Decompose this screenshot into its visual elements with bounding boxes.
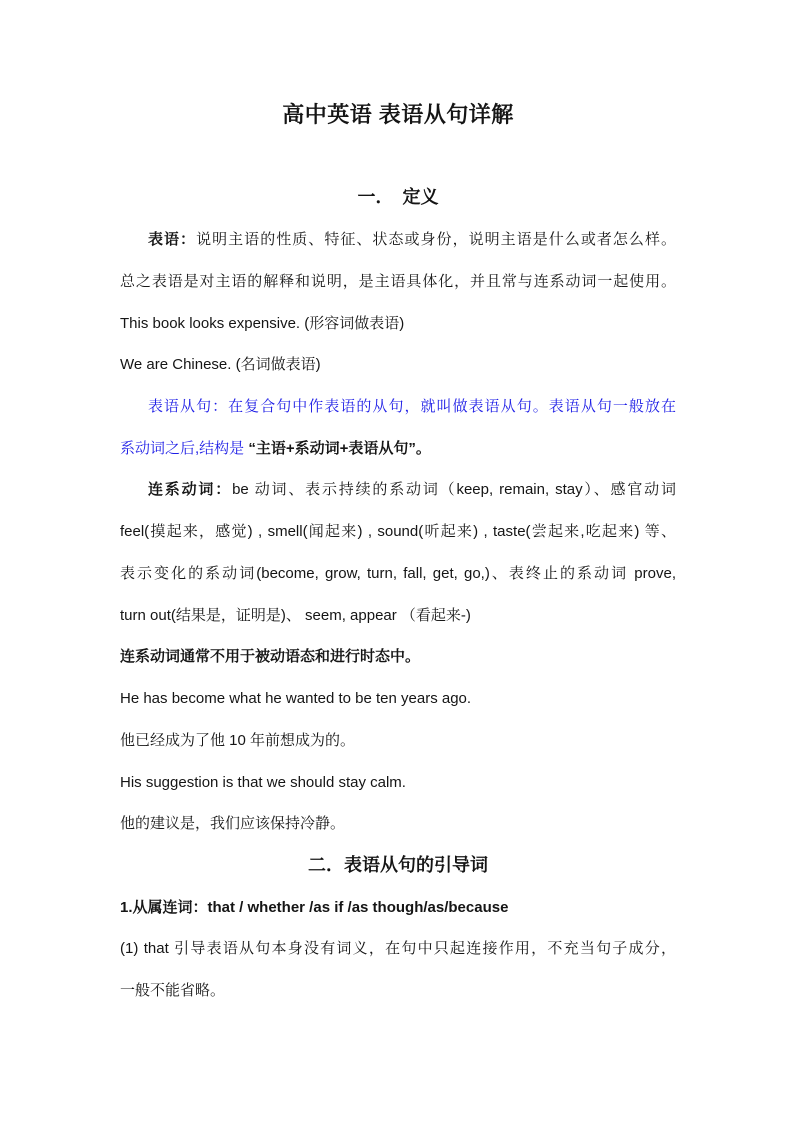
para-linking-verbs-line4 bbox=[120, 595, 676, 637]
example-his-suggestion-cn bbox=[120, 803, 676, 845]
para-that-usage-line2 bbox=[120, 970, 676, 1012]
text-run: 系动词之后,结构是 bbox=[120, 439, 249, 457]
para-predicative-def-line1 bbox=[120, 219, 676, 261]
text-run: 连系动词： bbox=[148, 481, 233, 499]
section-heading-definition bbox=[120, 177, 676, 219]
text-run: 总之表语是对主语的解释和说明，是主语具体化，并且常与连系动词一起使用。 bbox=[120, 272, 676, 290]
para-linking-verbs-line2 bbox=[120, 511, 676, 553]
text-run: 说明主语的性质、特征、状态或身份，说明主语是什么或者怎么样。 bbox=[196, 231, 676, 249]
text-run: He has become what he wanted to be ten years ago. bbox=[120, 690, 472, 708]
example-we-are-chinese bbox=[120, 344, 676, 386]
para-that-usage-line1 bbox=[120, 928, 676, 970]
para-linking-verbs-line1 bbox=[120, 469, 676, 511]
text-run: 一般不能省略。 bbox=[120, 982, 226, 1000]
para-predicative-def-line2 bbox=[120, 261, 676, 303]
section-heading-connectors bbox=[120, 845, 676, 887]
text-run: 1.从属连词：that / whether /as if /as though/as/because bbox=[120, 898, 509, 916]
text-run: 一． 定义 bbox=[357, 187, 439, 208]
example-he-has-become-cn bbox=[120, 720, 676, 762]
text-run: (1) that 引导表语从句本身没有词义，在句中只起连接作用，不充当句子成分， bbox=[120, 940, 676, 958]
text-run: be 动词、表示持续的系动词（keep, remain, stay）、感官动词 bbox=[232, 481, 676, 499]
text-run: 表语从句：在复合句中作表语的从句，就叫做表语从句。表语从句一般放在 bbox=[148, 398, 676, 416]
text-run: This book looks expensive. (形容词做表语) bbox=[120, 314, 405, 332]
text-run: 高中英语 表语从句详解 bbox=[282, 102, 514, 127]
text-run: We are Chinese. (名词做表语) bbox=[120, 356, 321, 374]
text-run: 二．表语从句的引导词 bbox=[308, 854, 488, 875]
doc-title bbox=[120, 94, 676, 136]
text-run: 他的建议是，我们应该保持冷静。 bbox=[120, 815, 346, 833]
text-run: 他已经成为了他 10 年前想成为的。 bbox=[120, 731, 356, 749]
text-run: “主语+系动词+表语从句”。 bbox=[248, 439, 431, 457]
text-run: 表语： bbox=[148, 231, 197, 249]
example-his-suggestion bbox=[120, 762, 676, 804]
example-he-has-become bbox=[120, 678, 676, 720]
text-run: feel(摸起来，感觉) , smell(闻起来) , sound(听起来) , taste(尝起来,吃起来) 等、 bbox=[120, 523, 676, 541]
para-predicative-clause-line1 bbox=[120, 386, 676, 428]
text-run: 表示变化的系动词(become, grow, turn, fall, get, go,)、表终止的系动词 prove, bbox=[120, 564, 676, 582]
example-this-book bbox=[120, 303, 676, 345]
text-run: His suggestion is that we should stay calm. bbox=[120, 773, 406, 791]
para-predicative-clause-line2 bbox=[120, 428, 676, 470]
text-run: 连系动词通常不用于被动语态和进行时态中。 bbox=[120, 648, 421, 666]
subhead-subordinating-conjunctions bbox=[120, 887, 676, 929]
note-linking-verbs-voice bbox=[120, 636, 676, 678]
text-run: turn out(结果是，证明是)、 seem, appear （看起来-) bbox=[120, 606, 471, 624]
para-linking-verbs-line3 bbox=[120, 553, 676, 595]
blank-line bbox=[120, 136, 676, 178]
